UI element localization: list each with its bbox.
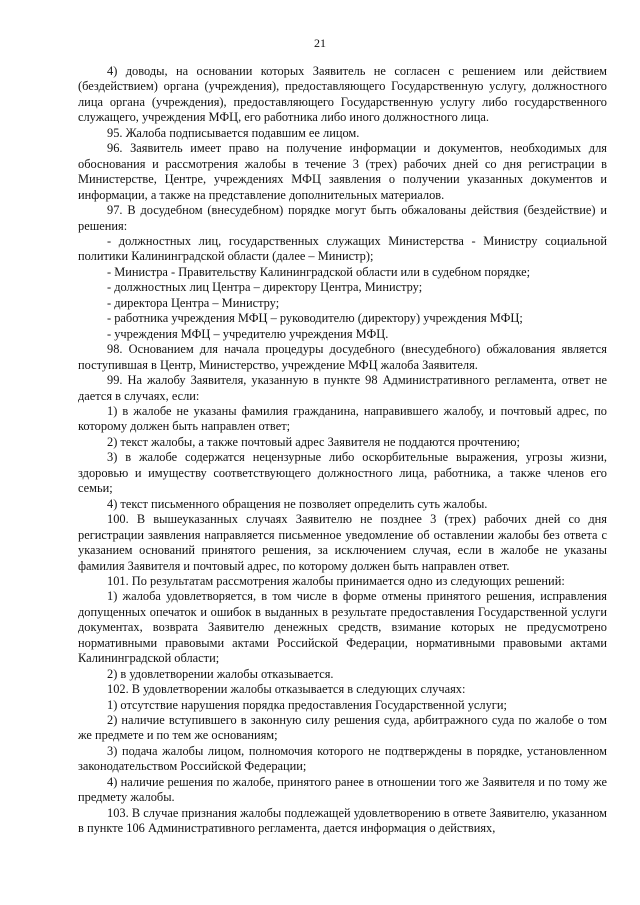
paragraph: 103. В случае признания жалобы подлежащей удовлетворению в ответе Заявителю, указанном в пункте 106 Административного регламента, дается информация о действиях, <box>78 805 607 836</box>
list-item: - Министра - Правительству Калининградской области или в судебном порядке; <box>107 264 531 279</box>
paragraph: 4) доводы, на основании которых Заявитель не согласен с решением или действием (бездействием) органа (учреждения), предоставляющего Государственную услугу, должностного лица органа (учреждения), предоставляющего Государственную услугу либо государственного служащего, учреждения МФЦ, его работника либо иного должностного лица. <box>78 64 607 125</box>
list-item: 1) жалоба удовлетворяется, в том числе в форме отмены принятого решения, исправления допущенных опечаток и ошибок в выданных в результате предоставления Государственной услуги документах, возврата Заявителю денежных средств, взимание которых не предусмотрено нормативными правовыми актами Российской Федерации, нормативными правовыми актами Калининградской области; <box>78 589 607 666</box>
list-item: - директора Центра – Министру; <box>107 295 280 310</box>
page-number: 21 <box>314 36 326 50</box>
paragraph: 97. В досудебном (внесудебном) порядке могут быть обжалованы действия (бездействие) и решения: <box>78 203 607 233</box>
list-item: 3) в жалобе содержатся нецензурные либо оскорбительные выражения, угрозы жизни, здоровью и имуществу соответствующего должностного лица, работника, а также членов его семьи; <box>78 450 607 496</box>
list-item: 4) текст письменного обращения не позволяет определить суть жалобы. <box>107 496 488 511</box>
list-item: 1) в жалобе не указаны фамилия гражданина, направившего жалобу, и почтовый адрес, по которому должен быть направлен ответ; <box>78 403 607 434</box>
list-item: - работника учреждения МФЦ – руководителю (директору) учреждения МФЦ; <box>107 311 523 326</box>
list-item: 2) наличие вступившего в законную силу решения суда, арбитражного суда по жалобе о том же предмете и по тем же основаниям; <box>78 713 607 743</box>
list-item: - учреждения МФЦ – учредителю учреждения МФЦ. <box>107 326 389 341</box>
paragraph: 101. По результатам рассмотрения жалобы принимается одно из следующих решений: <box>107 573 565 588</box>
list-item: 3) подача жалобы лицом, полномочия которого не подтверждены в порядке, установленном законодательством Российской Федерации; <box>78 743 607 774</box>
paragraph: 98. Основанием для начала процедуры досудебного (внесудебного) обжалования является поступившая в Центр, Министерство, учреждение МФЦ жалоба Заявителя. <box>78 342 607 372</box>
list-item: 2) текст жалобы, а также почтовый адрес Заявителя не поддаются прочтению; <box>107 434 520 449</box>
list-item: 1) отсутствие нарушения порядка предоставления Государственной услуги; <box>107 697 507 712</box>
list-item: - должностных лиц, государственных служащих Министерства - Министру социальной политики Калининградской области (далее – Министр); <box>78 233 607 264</box>
list-item: 4) наличие решения по жалобе, принятого ранее в отношении того же Заявителя и по тому же предмету жалобы. <box>78 774 607 805</box>
paragraph: 100. В вышеуказанных случаях Заявителю не позднее 3 (трех) рабочих дней со дня регистрации заявления направляется письменное уведомление об оставлении жалобы без ответа с указанием оснований принятого решения, за исключением случая, если в жалобе не указаны фамилия Заявителя и почтовый адрес, по которому должен быть направлен ответ. <box>78 512 607 573</box>
list-item: - должностных лиц Центра – директору Центра, Министру; <box>107 280 423 295</box>
paragraph: 102. В удовлетворении жалобы отказывается в следующих случаях: <box>107 682 466 697</box>
paragraph: 96. Заявитель имеет право на получение информации и документов, необходимых для обоснования и рассмотрения жалобы в течение 3 (трех) рабочих дней со дня регистрации в Министерстве, Центре, учреждениях МФЦ заявления о получении указанных документов и информации, а также на представление дополнительных материалов. <box>78 141 607 202</box>
document-body <box>78 64 607 837</box>
list-item: 2) в удовлетворении жалобы отказывается. <box>107 666 334 681</box>
paragraph: 99. На жалобу Заявителя, указанную в пункте 98 Административного регламента, ответ не дается в случаях, если: <box>78 373 607 403</box>
paragraph: 95. Жалоба подписывается подавшим ее лицом. <box>107 125 360 140</box>
